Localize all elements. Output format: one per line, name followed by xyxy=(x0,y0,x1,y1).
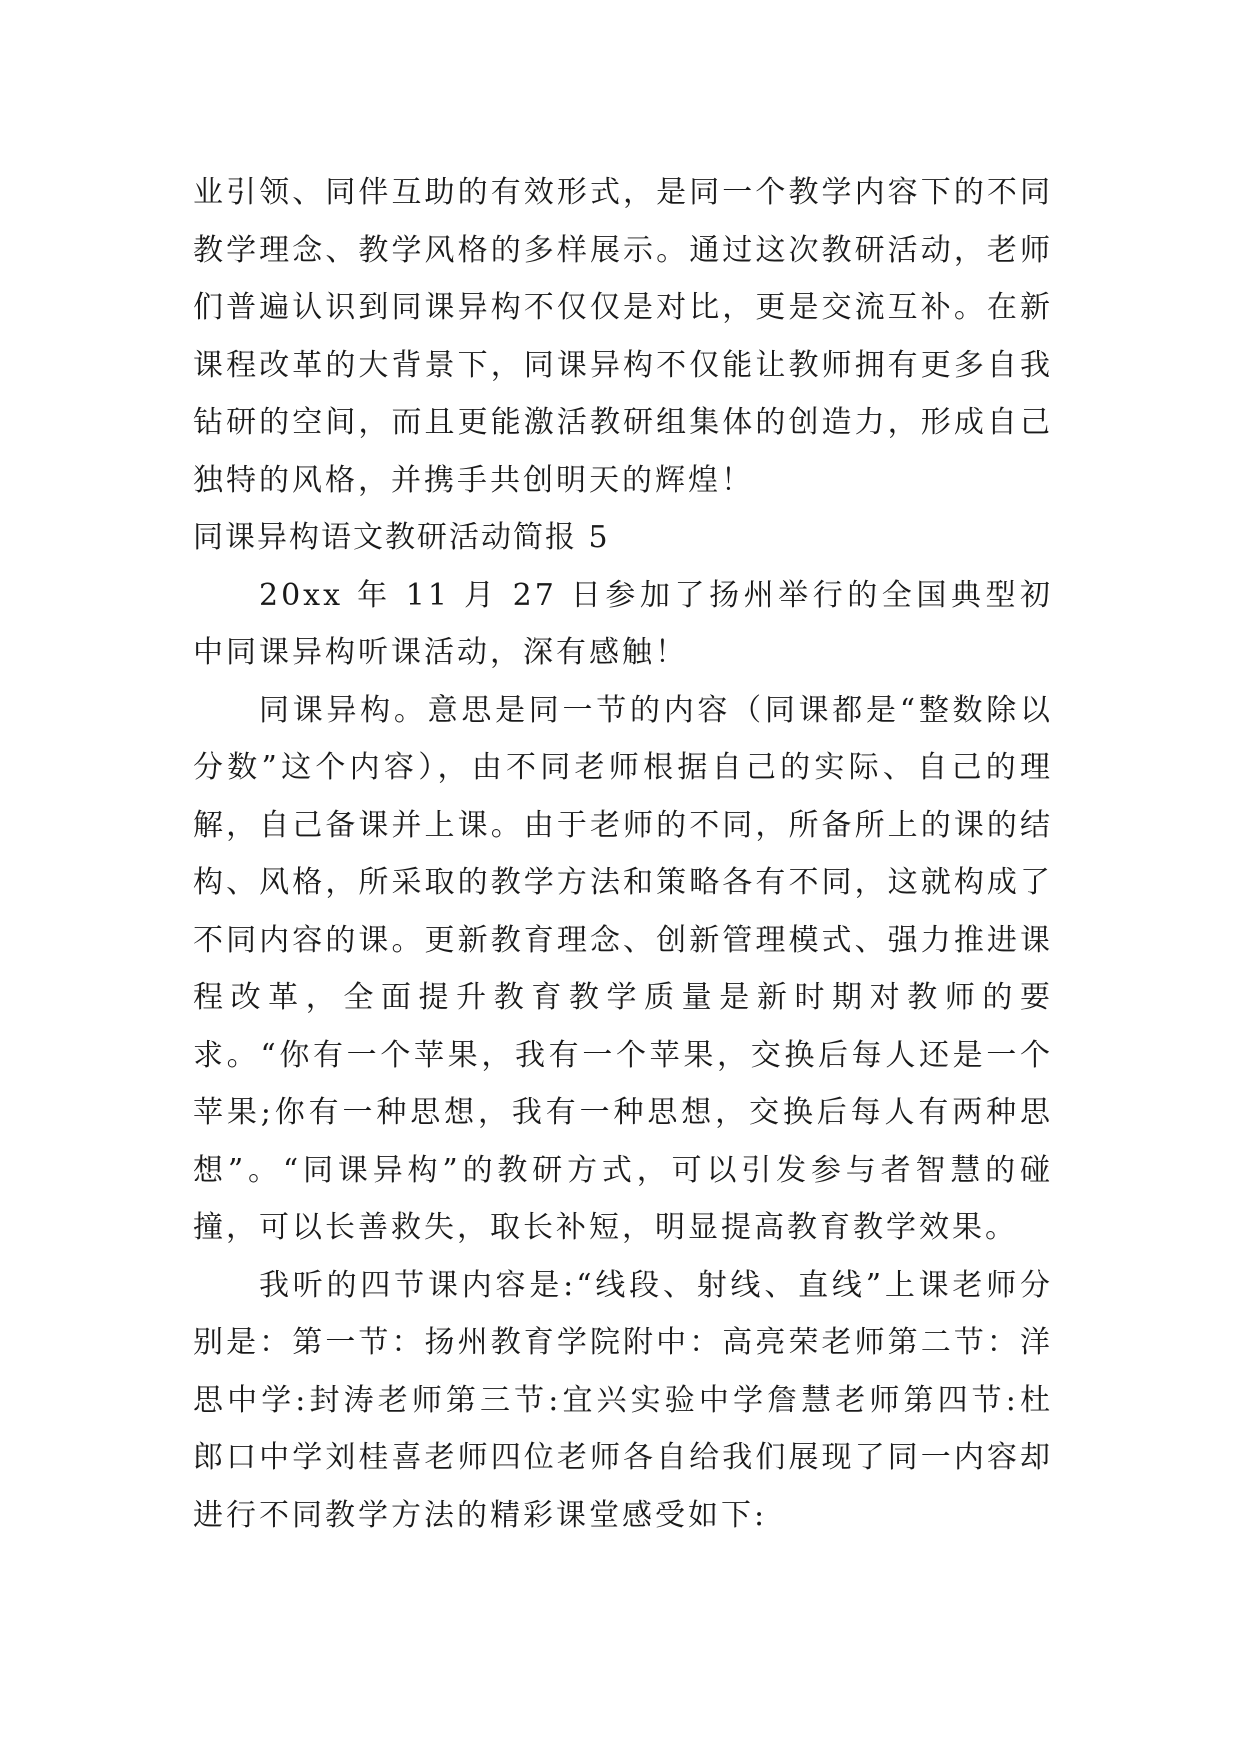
paragraph-continuation: 业引领、同伴互助的有效形式，是同一个教学内容下的不同教学理念、教学风格的多样展示。通过这次教研活动，老师们普遍认识到同课异构不仅仅是对比，更是交流互补。在新课程改革的大背景下，同课异构不仅能让教师拥有更多自我钻研的空间，而且更能激活教研组集体的创造力，形成自己独特的风格，并携手共创明天的辉煌！ xyxy=(193,175,1053,498)
paragraph-definition: 同课异构。意思是同一节的内容（同课都是“整数除以分数”这个内容），由不同老师根据自己的实际、自己的理解，自己备课并上课。由于老师的不同，所备所上的课的结构、风格，所采取的教学方法和策略各有不同，这就构成了不同内容的课。更新教育理念、创新管理模式、强力推进课程改革，全面提升教育教学质量是新时期对教师的要求。“你有一个苹果，我有一个苹果，交换后每人还是一个苹果;你有一种思想，我有一种思想，交换后每人有两种思想”。“同课异构”的教研方式，可以引发参与者智慧的碰撞，可以长善救失，取长补短，明显提高教育教学效果。 xyxy=(193,692,1053,1245)
paragraph-event-intro: 20xx 年 11 月 27 日参加了扬州举行的全国典型初中同课异构听课活动，深有感触！ xyxy=(193,577,1053,670)
paragraph-lessons: 我听的四节课内容是:“线段、射线、直线”上课老师分别是：第一节：扬州教育学院附中：高亮荣老师第二节：洋思中学:封涛老师第三节:宜兴实验中学詹慧老师第四节:杜郎口中学刘桂喜老师四位老师各自给我们展现了同一内容却进行不同教学方法的精彩课堂感受如下: xyxy=(193,1267,1053,1533)
document-body xyxy=(193,164,1053,1544)
section-title: 同课异构语文教研活动简报 5 xyxy=(193,520,610,555)
